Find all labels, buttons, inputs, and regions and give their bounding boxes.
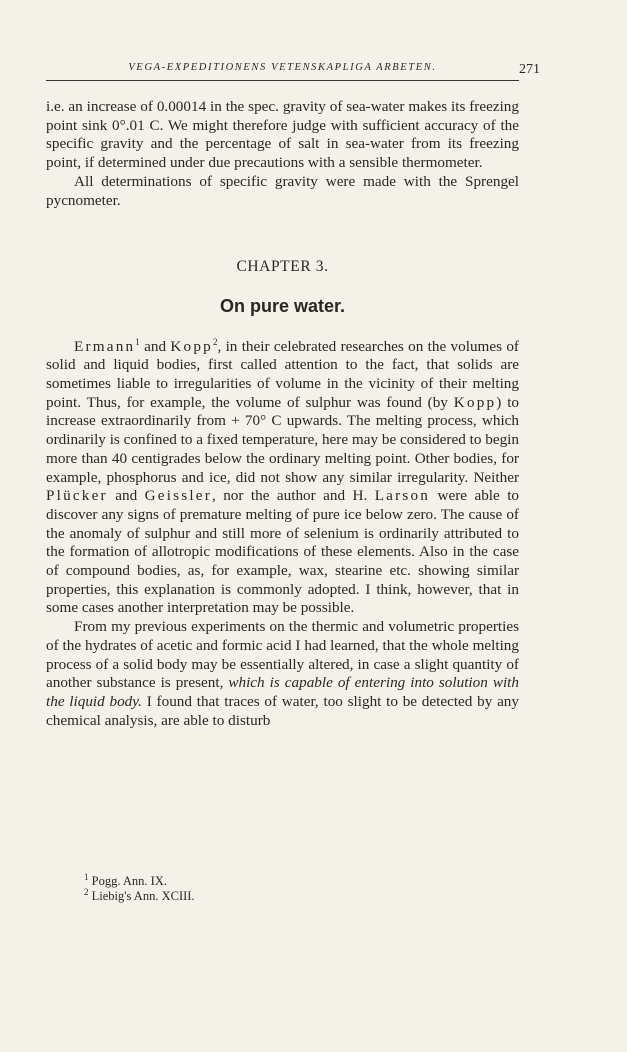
paragraph: From my previous experiments on the thermic and volumetric properties of the hydrates of acetic and formic acid I had learned, that the whole melting process of a solid body may be essentially altered, in case a slight quantity of another substance is present, which is capable of entering into solution with the liquid body. I found that traces of water, too slight to be detected by any chemical analysis, are able to disturb — [46, 618, 519, 729]
footnote-rule — [84, 870, 114, 871]
paragraph: All determinations of specific gravity were made with the Sprengel pycnometer. — [46, 172, 519, 209]
footnote: $^2$ Liebig's Ann. XCIII. — [84, 886, 195, 903]
footnote-ref: 1 — [135, 336, 140, 347]
footnote-ref: 2 — [212, 336, 218, 347]
running-title: VEGA-EXPEDITIONENS VETENSKAPLIGA ARBETEN. — [128, 62, 437, 73]
value: 0.00014 — [156, 98, 207, 115]
author-name: Kopp — [170, 337, 213, 355]
emphasis: which is capable of entering into solution with the liquid body. — [46, 674, 519, 710]
running-header — [46, 62, 519, 73]
author-name: Larson — [374, 487, 431, 505]
header-rule — [46, 80, 519, 81]
section-title: On pure water. — [219, 295, 346, 316]
body-text — [46, 98, 519, 730]
author-name: Kopp — [453, 393, 497, 411]
footnote: $^1$ Pogg. Ann. IX. — [84, 871, 167, 888]
page-number: 271 — [519, 62, 540, 77]
paragraph: i.e. an increase of 0.00014 in the spec. gravity of sea-water makes its freezing point sink 0°.01 C. We might therefore judge with sufficient accuracy of the specific gravity and the percentage of salt in sea-water from its freezing point, if determined under due precautions with a sensible thermometer. — [46, 98, 519, 172]
footnotes — [84, 871, 195, 904]
chapter-heading: CHAPTER 3. — [236, 258, 329, 276]
author-name: Plücker — [46, 487, 108, 505]
paragraph: Ermann$^1$ and Kopp$^2$, in their celebrated researches on the volumes of solid and liquid bodies, first called attention to the fact, that solids are sometimes liable to irregularities of volume in the vicinity of their melting point. Thus, for example, the volume of sulphur was found (by Kopp) to increase extraordinarily from + 70° C upwards. The melting process, which ordinarily is confined to a fixed temperature, here may be considered to begin more than 40 centigrades below the ordinary melting point. Other bodies, for example, phosphorus and ice, did not show any similar irregularity. Neither Plücker and Geissler, nor the author and H. Larson were able to discover any signs of premature melting of pure ice below zero. The cause of the anomaly of sulphur and still more of selenium is ordinarily attributed to the formation of allotropic modifications of these elements. Also in the case of compound bodies, as, for example, wax, stearine etc. showing similar properties, this explanation is commonly adopted. I think, however, that in some cases another interpretation may be possible. — [46, 336, 520, 617]
author-name: Ermann — [74, 337, 136, 355]
author-name: Geissler — [144, 487, 212, 505]
